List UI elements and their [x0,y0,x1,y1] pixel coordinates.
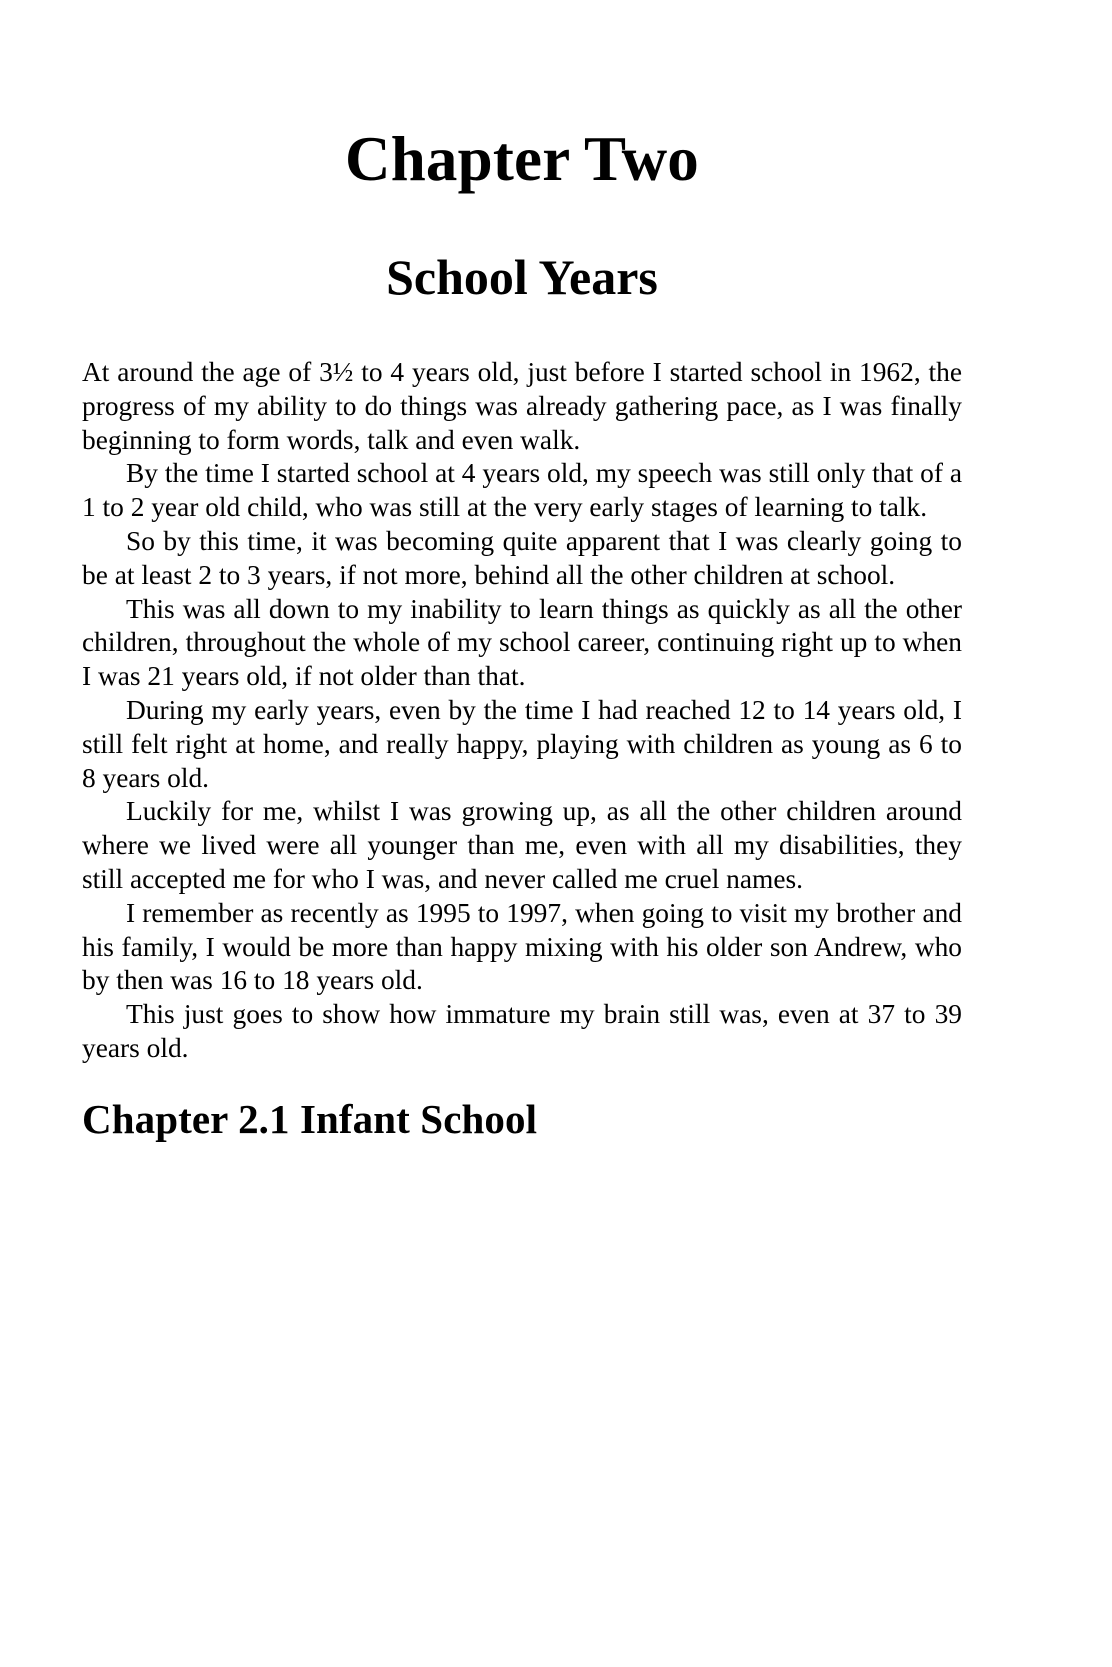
chapter-title: Chapter Two [345,124,699,194]
paragraph: At around the age of 3½ to 4 years old, just before I started school in 1962, the progress of my ability to do things was already gathering pace, as I was finally beginning to form words, talk and even walk. [82,357,962,455]
paragraph: I remember as recently as 1995 to 1997, when going to visit my brother and his family, I would be more than happy mixing with his older son Andrew, who by then was 16 to 18 years old. [82,897,962,996]
section-heading: Chapter 2.1 Infant School [82,1095,538,1142]
paragraph: During my early years, even by the time I had reached 12 to 14 years old, I still felt right at home, and really happy, playing with children as young as 6 to 8 years old. [82,694,962,793]
paragraph: So by this time, it was becoming quite apparent that I was clearly going to be at least 2 to 3 years, if not more, behind all the other children at school. [82,525,962,590]
paragraph: By the time I started school at 4 years old, my speech was still only that of a 1 to 2 year old child, who was still at the very early stages of learning to talk. [82,458,962,523]
chapter-subtitle: School Years [386,249,658,305]
paragraph: This was all down to my inability to learn things as quickly as all the other children, throughout the whole of my school career, continuing right up to when I was 21 years old, if not older than that. [82,593,962,692]
page-content [82,0,962,1140]
paragraph: This just goes to show how immature my brain still was, even at 37 to 39 years old. [82,999,962,1063]
body-text [82,356,962,1066]
paragraph: Luckily for me, whilst I was growing up, as all the other children around where we lived were all younger than me, even with all my disabilities, they still accepted me for who I was, and never called me cruel names. [82,796,962,894]
